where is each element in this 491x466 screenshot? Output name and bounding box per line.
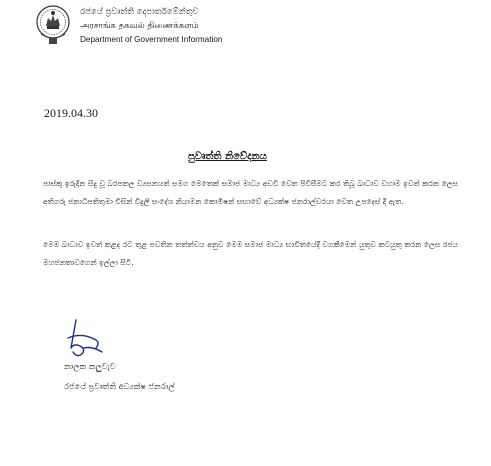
signatory-title: රජයේ ප්‍රවෘත්ති අධ්‍යක්ෂ ජනරාල් — [64, 381, 175, 391]
letter-date: 2019.04.30 — [44, 106, 98, 120]
handwritten-signature-icon — [62, 318, 112, 362]
signatory-name: නාලක කලුවැව — [64, 361, 116, 371]
document-title: පුවෘත්ති නිවේදනය — [188, 151, 267, 162]
body-paragraph-2: මෙම බාධාව ඉවත් කළද රට තුළ පවතින තත්ත්වය අනුව මෙම සමාජ මාධ්‍ය භාවිතයේදී වගකීමෙන් යුතුව කටයුතු කරන ලෙස රජය මහජනතාවගෙන් ඉල්ලා සිටී. — [43, 240, 458, 267]
letterhead-english: Department of Government Information — [80, 35, 223, 44]
letterhead — [80, 5, 280, 47]
letterhead-tamil: அரசாங்க தகவல் திணைக்களம் — [80, 21, 199, 31]
body-paragraph-1: පාස්කු ඉරුදින සිදු වූ බරපතල ව්‍යසනයත් සමග මෙතෙක් සමාජ මාධ්‍ය අඩවි වෙත පිවිසීමට කර තිබූ බාධාව වහාම ඉවත් කරන ලෙස අතිගරු ජනාධිපතිතුමා විසින් විදුලි සංදේශ නියාමන කොමිෂන් සභාවේ අධ්‍යක්ෂ ජනරාල්වරයා වෙත උපදෙස් දී ඇත. — [43, 179, 458, 206]
sri-lanka-emblem-icon — [35, 4, 71, 46]
letterhead-sinhala: රජයේ ප්‍රවෘත්ති දෙපාර්තමේන්තුව — [80, 7, 199, 17]
